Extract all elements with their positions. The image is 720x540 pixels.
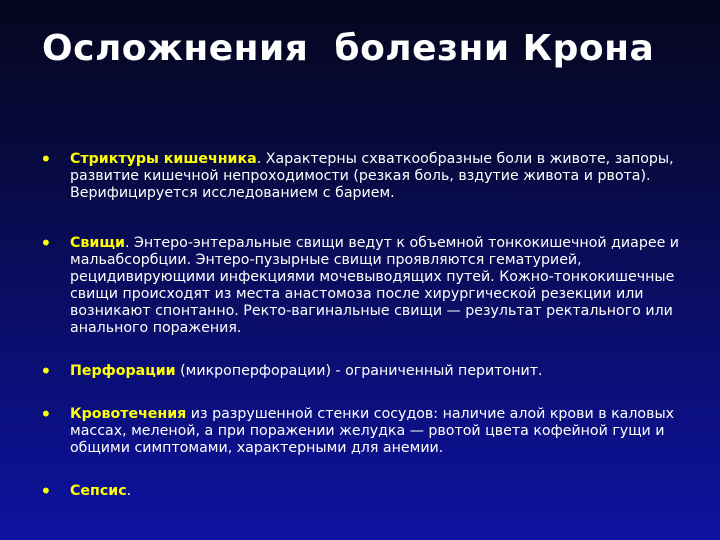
list-item-description: (микроперфорации) - ограниченный перитонит.	[175, 363, 543, 379]
bullet-dot-icon: •	[40, 479, 52, 503]
list-item-description: .	[126, 483, 132, 499]
bullet-dot-icon: •	[40, 402, 52, 426]
list-item-text	[70, 151, 682, 202]
list-item-text	[70, 363, 682, 380]
list-item-description: . Энтеро-энтеральные свищи ведут к объемной тонкокишечной диарее и мальабсорбции. Энтеро-пузырные свищи проявляются гематурией, рецидивирующими инфекциями мочевыводящих путей. Кожно-тонкокишечные свищи происходят из места анастомоза после хирургической резекции или возникают спонтанно. Ректо-вагинальные свищи — результат ректального или анального поражения.	[70, 235, 680, 336]
list-item-text	[70, 483, 682, 500]
list-item-description: из разрушенной стенки сосудов: наличие алой крови в каловых массах, меленой, а при поражении желудка — рвотой цвета кофейной гущи и общими симптомами, характерными для анемии.	[70, 406, 675, 456]
bullet-dot-icon: •	[40, 231, 52, 255]
list-item-term: Сепсис	[70, 483, 127, 499]
bullet-dot-icon: •	[40, 359, 52, 383]
list-item-term: Перфорации	[70, 363, 176, 379]
slide-title: Осложнения болезни Крона	[42, 28, 655, 69]
list-item-term: Свищи	[70, 235, 125, 251]
list-item-text	[70, 235, 682, 337]
list-item-text	[70, 406, 682, 457]
list-item-term: Стриктуры кишечника	[70, 151, 257, 167]
bullet-dot-icon: •	[40, 147, 52, 171]
list-item-description: . Характерны схваткообразные боли в животе, запоры, развитие кишечной непроходимости (резкая боль, вздутие живота и рвота). Верифицируется исследованием с барием.	[70, 151, 674, 201]
list-item-term: Кровотечения	[70, 406, 187, 422]
